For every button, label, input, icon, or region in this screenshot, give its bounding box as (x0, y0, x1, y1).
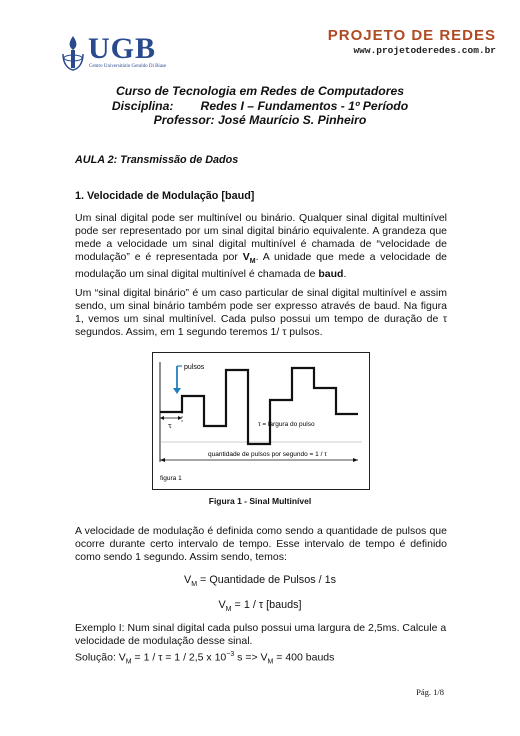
page-number: Pág. 1/8 (416, 687, 444, 697)
figure-label: figura 1 (160, 475, 182, 482)
tau-label: τ (168, 422, 172, 430)
torch-emblem-icon (60, 34, 86, 74)
section-title: 1. Velocidade de Modulação [baud] (75, 190, 255, 202)
course-professor: Professor: José Maurício S. Pinheiro (153, 113, 367, 127)
logo-text: UGB (88, 32, 157, 65)
paragraph-1: Um sinal digital pode ser multinível ou binário. Qualquer sinal digital multinível pode ser representado por um sinal digital binário equivalente. A grandeza que mede a velocidade um sinal digital multinível é chamada de “velocidade de modulação” e é representada por $V_M$. A unidade que mede a velocidade de modulação um sinal digital multinível é chamada de baud. (75, 212, 448, 281)
formula-bauds: $V_M = 1 / \tau$ [bauds] (218, 599, 302, 614)
figure-caption: Figura 1 - Sinal Multinível (208, 496, 312, 506)
example-block (75, 622, 447, 669)
paragraph-3: A velocidade de modulação é definida como sendo a quantidade de pulsos que ocorre durante certo intervalo de tempo. Esse intervalo de tempo é definido como sendo 1 segundo. Assim sendo, temos: (75, 525, 447, 564)
logo-subtitle: Centro Universitário Geraldo Di Biase (89, 64, 167, 69)
lesson-title: AULA 2: Transmissão de Dados (75, 154, 239, 166)
brand-url[interactable]: www.projetoderedes.com.br (353, 45, 496, 56)
pulses-label: pulsos (184, 364, 205, 371)
brand-title: PROJETO DE REDES (327, 27, 496, 44)
pulse-quantity-label: quantidade de pulsos por segundo = 1 / τ (208, 451, 327, 458)
paragraph-2: Um “sinal digital binário” é um caso particular de sinal digital multinível e assim sendo, um sinal binário também pode ser expresso através de baud. Na figura 1, vemos um sinal multinível. Cada pulso possui um tempo de duração de τ segundos. Assim, em 1 segundo teremos 1/ τ pulsos. (75, 287, 447, 339)
course-header (0, 84, 520, 128)
ugb-logo (58, 34, 178, 78)
course-name: Curso de Tecnologia em Redes de Computadores (115, 84, 405, 98)
multilevel-signal-figure (152, 352, 370, 490)
formula-modulation-speed: $V_M$ = Quantidade de Pulsos / 1s (184, 574, 336, 589)
example-solution: Solução: $V_M = 1 / \tau = 1 / 2,5$ x $10^{-3}$ $s => V_M = 400$ bauds (75, 651, 335, 666)
course-discipline: Disciplina: Redes I – Fundamentos - 1º Período (111, 98, 409, 113)
pulse-width-label: τ = largura do pulso (258, 421, 315, 428)
example-text: Exemplo I: Num sinal digital cada pulso possui uma largura de 2,5ms. Calcule a velocidade de modulação desse sinal. (75, 622, 447, 648)
